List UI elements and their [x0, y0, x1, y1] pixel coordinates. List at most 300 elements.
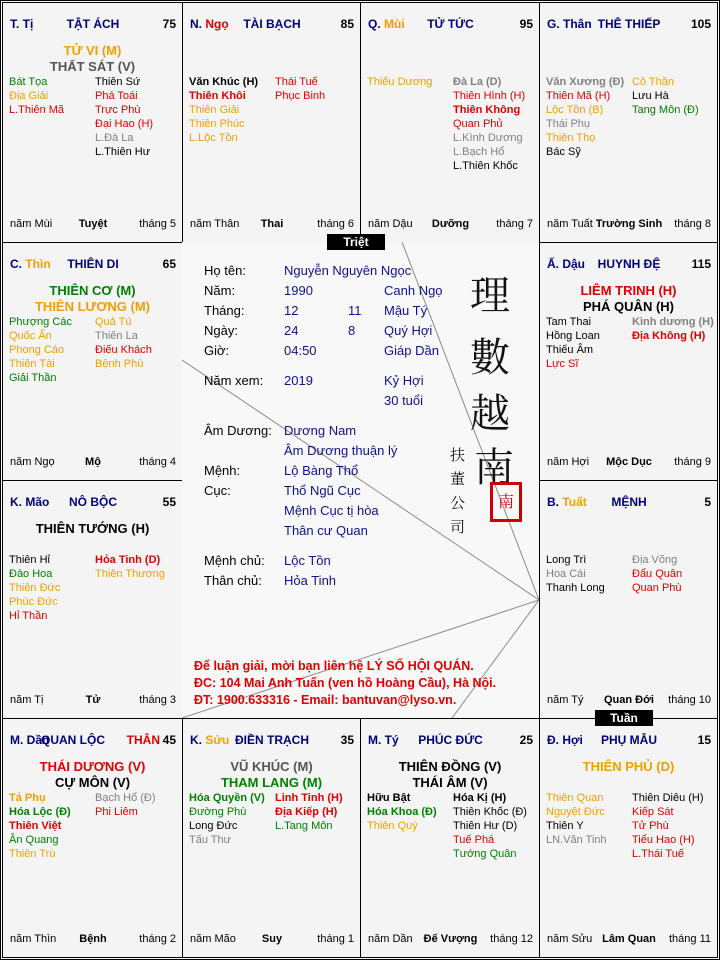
day-label: Ngày: — [204, 323, 238, 338]
palace-life-stage: Thai — [260, 218, 284, 230]
palace-name: PHỤ MẪU — [601, 733, 657, 747]
minor-stars-right — [95, 791, 156, 819]
view-year-can-chi: Kỷ Hợi — [384, 373, 424, 388]
minor-star: Thiên Sứ — [95, 76, 141, 88]
minor-star: Tử Phù — [632, 820, 669, 832]
palace-footer — [10, 456, 176, 470]
palace-footer — [10, 933, 176, 947]
than-position: Thân cư Quan — [284, 523, 368, 538]
minor-stars-left — [189, 791, 265, 847]
palace-footer — [368, 218, 533, 232]
palace-header — [10, 257, 176, 273]
palace-life-stage: Tử — [85, 694, 101, 706]
day-can-chi: Quý Hợi — [384, 323, 433, 338]
main-stars — [3, 521, 182, 537]
main-star: THIÊN LƯƠNG (M) — [34, 299, 151, 314]
palace-branch-prefix: K. Mão — [10, 495, 50, 509]
minor-star: Địa Kiếp (H) — [275, 806, 338, 818]
than-chu-value: Hỏa Tinh — [284, 573, 337, 588]
palace-branch-prefix: G. Thân — [547, 17, 592, 31]
minor-star: L.Thái Tuế — [632, 848, 684, 860]
palace-age-number: 55 — [162, 495, 176, 509]
minor-star: Ân Quang — [9, 834, 59, 846]
palace-month: tháng 7 — [496, 218, 533, 230]
contact-phone-email: ĐT: 1900.633316 - Email: bantuvan@lyso.vn. — [194, 693, 457, 707]
palace-name: MỆNH — [611, 495, 647, 509]
calligraphy-small-2: 董 — [450, 470, 466, 488]
minor-star: Thiên Thương — [95, 568, 166, 580]
am-duong-label: Âm Dương: — [204, 423, 272, 438]
minor-stars-left — [367, 75, 432, 89]
minor-star: Thiếu Âm — [546, 344, 594, 356]
palace-branch-prefix: M. Tý — [368, 733, 399, 747]
minor-star: Tang Môn (Đ) — [632, 104, 699, 116]
palace-header — [368, 733, 533, 749]
year-can-chi: Canh Ngọ — [384, 283, 443, 298]
palace-footer — [10, 694, 176, 708]
minor-star: Thiên Đức — [9, 582, 61, 594]
minor-stars-left — [9, 75, 64, 117]
palace-life-stage: Suy — [261, 933, 283, 945]
cuc-value: Thổ Ngũ Cục — [284, 483, 361, 498]
minor-star: Cô Thần — [632, 76, 674, 88]
main-stars — [540, 759, 717, 775]
minor-star: Bát Tọa — [9, 76, 48, 88]
minor-stars-right — [632, 315, 714, 343]
minor-star: Văn Khúc (H) — [189, 76, 259, 88]
minor-star: Hồng Loan — [546, 330, 600, 342]
minor-star: Thiên Phúc — [189, 118, 245, 130]
palace-footer — [547, 218, 711, 232]
palace-suu — [182, 718, 361, 958]
minor-stars-right — [453, 791, 527, 861]
minor-star: Trực Phù — [95, 104, 141, 116]
minor-star: Đường Phù — [189, 806, 247, 818]
calligraphy-char-3: 越 — [470, 391, 510, 437]
minor-stars-right — [275, 75, 325, 103]
palace-hoi — [539, 718, 718, 958]
main-stars — [361, 759, 539, 791]
day-lunar: 8 — [348, 323, 356, 338]
palace-life-stage: Mộc Dục — [606, 456, 652, 468]
minor-star: Lộc Tồn (B) — [546, 104, 604, 116]
minor-star: Quốc Ấn — [9, 330, 52, 342]
main-star: LIÊM TRINH (H) — [580, 283, 677, 298]
minor-star: Thiên Diêu (H) — [632, 792, 704, 804]
minor-star: Phi Liêm — [95, 806, 138, 818]
palace-dau — [539, 242, 718, 481]
month-lunar: 11 — [348, 303, 362, 318]
palace-month: tháng 5 — [139, 218, 176, 230]
minor-star: Bạch Hổ (Đ) — [95, 792, 156, 804]
palace-age-number: 15 — [697, 733, 711, 747]
palace-life-stage: Trường Sinh — [595, 218, 663, 230]
minor-stars-right — [95, 553, 165, 581]
main-star: THẤT SÁT (V) — [49, 59, 136, 74]
palace-age-number: 85 — [340, 17, 354, 31]
hour-label: Giờ: — [204, 343, 230, 358]
view-year-label: Năm xem: — [204, 373, 264, 388]
palace-branch-prefix: M. Dần — [10, 733, 50, 747]
minor-stars-left — [546, 75, 624, 159]
palace-branch-prefix: Ấ. Dậu — [547, 257, 586, 271]
minor-star: Hỏa Tinh (D) — [95, 554, 161, 566]
minor-star: Thiên Quan — [546, 792, 604, 804]
minor-star: L.Đà La — [95, 132, 134, 144]
main-star: THIÊN PHỦ (D) — [582, 759, 675, 774]
hour-can-chi: Giáp Dần — [384, 343, 439, 358]
main-star: PHÁ QUÂN (H) — [583, 299, 674, 314]
palace-month: tháng 11 — [668, 933, 711, 945]
palace-footer — [547, 694, 711, 708]
minor-star: Hóa Quyền (V) — [189, 792, 265, 804]
minor-star: L.Thiên Khốc — [453, 160, 518, 172]
palace-year: năm Tuất — [547, 218, 593, 230]
minor-star: Địa Võng — [632, 554, 678, 566]
minor-star: Thiên Hư (D) — [453, 820, 518, 832]
palace-age-number: 25 — [519, 733, 533, 747]
minor-star: Thiên Trù — [9, 848, 56, 860]
view-year-value: 2019 — [284, 373, 313, 388]
minor-star: Lưu Hà — [632, 90, 669, 102]
palace-year: năm Tý — [547, 694, 584, 706]
palace-life-stage: Dưỡng — [431, 218, 470, 230]
minor-stars-right — [95, 75, 153, 159]
palace-age-number: 95 — [519, 17, 533, 31]
minor-star: L.Tang Môn — [275, 820, 333, 832]
palace-year: năm Mão — [190, 933, 236, 945]
palace-header — [547, 257, 711, 273]
main-star: THIÊN TƯỚNG (H) — [35, 521, 150, 536]
minor-stars-left — [189, 75, 258, 145]
minor-star: Tả Phụ — [9, 792, 46, 804]
minor-star: Địa Không (H) — [632, 330, 706, 342]
minor-stars-left — [9, 553, 60, 623]
palace-ti — [2, 2, 183, 243]
year-label: Năm: — [204, 283, 236, 298]
minor-star: Tuế Phá — [453, 834, 495, 846]
calligraphy-small-3: 公 — [450, 494, 466, 512]
palace-name: NÔ BỘC — [69, 495, 117, 509]
palace-life-stage: Quan Đới — [604, 694, 654, 706]
palace-name: HUYNH ĐỆ — [597, 257, 661, 271]
minor-star: Thiên Khốc (Đ) — [453, 806, 527, 818]
palace-year: năm Dần — [368, 933, 413, 945]
palace-age-number: 115 — [691, 257, 711, 271]
tuan-badge: Tuần — [595, 710, 653, 726]
palace-life-stage: Đế Vượng — [423, 933, 478, 945]
palace-year: năm Thìn — [10, 933, 57, 945]
palace-branch-prefix: N. — [190, 17, 206, 31]
minor-stars-left — [546, 791, 607, 847]
palace-month: tháng 6 — [317, 218, 354, 230]
cuc-relation: Mệnh Cục tị hòa — [284, 503, 379, 518]
palace-branch-name: Mùi — [384, 17, 405, 31]
palace-year: năm Tị — [10, 694, 44, 706]
minor-star: Thiên Hình (H) — [453, 90, 526, 102]
than-chu-label: Thân chủ: — [204, 573, 262, 588]
menh-chu-value: Lộc Tồn — [284, 553, 331, 568]
palace-month: tháng 12 — [490, 933, 533, 945]
day-value: 24 — [284, 323, 299, 338]
minor-star: Đại Hao (H) — [95, 118, 154, 130]
minor-star: Đẩu Quân — [632, 568, 683, 580]
main-stars — [183, 759, 360, 791]
palace-name: QUAN LỘC — [41, 733, 105, 747]
minor-star: Thiên Mã (H) — [546, 90, 611, 102]
minor-star: Thiên Khôi — [189, 90, 246, 102]
palace-branch-prefix: C. — [10, 257, 26, 271]
palace-name: TẬT ÁCH — [66, 17, 120, 31]
minor-star: Thiên La — [95, 330, 138, 342]
minor-star: Quan Phủ — [453, 118, 503, 130]
contact-line-1: Để luận giải, mời bạn liên hệ LÝ SỐ HỘI QUÁN. — [194, 659, 474, 673]
minor-star: Long Đức — [189, 820, 238, 832]
main-stars — [540, 283, 717, 315]
palace-header — [547, 733, 711, 749]
minor-star: Thiên Thọ — [546, 132, 596, 144]
minor-star: Thái Phụ — [546, 118, 591, 130]
main-star: TỬ VI (M) — [63, 43, 122, 58]
palace-year: năm Mùi — [10, 218, 53, 230]
main-star: THIÊN CƠ (M) — [49, 283, 136, 298]
minor-star: Văn Xương (Đ) — [546, 76, 625, 88]
palace-header — [547, 495, 711, 511]
palace-footer — [190, 933, 354, 947]
triet-badge: Triệt — [327, 234, 385, 250]
palace-name: THIÊN DI — [67, 257, 119, 271]
calligraphy-char-2: 數 — [470, 335, 510, 381]
palace-year: năm Thân — [190, 218, 240, 230]
palace-header — [10, 17, 176, 33]
minor-star: Tướng Quân — [453, 848, 517, 860]
main-stars — [3, 283, 182, 315]
palace-name: TÀI BẠCH — [243, 17, 301, 31]
palace-branch-prefix: Đ. Hợi — [547, 733, 583, 747]
minor-star: L.Bạch Hổ — [453, 146, 505, 158]
palace-branch-name: Ngọ — [205, 17, 229, 31]
minor-star: L.Thiên Hư — [95, 146, 151, 158]
main-stars — [3, 759, 182, 791]
palace-life-stage: Tuyệt — [78, 218, 108, 230]
contact-address: ĐC: 104 Mai Anh Tuấn (ven hồ Hoàng Cầu), Hà Nội. — [194, 676, 497, 690]
calligraphy-char-4: 南 — [474, 445, 514, 491]
palace-footer — [547, 456, 711, 470]
main-star: VŨ KHÚC (M) — [230, 759, 313, 774]
minor-star: Đào Hoa — [9, 568, 53, 580]
minor-star: L.Lộc Tồn — [189, 132, 238, 144]
minor-stars-left — [367, 791, 437, 833]
palace-name: ĐIỀN TRẠCH — [235, 733, 309, 747]
palace-name: THÊ THIẾP — [597, 17, 661, 31]
calligraphy-small-1: 扶 — [450, 446, 466, 464]
palace-month: tháng 8 — [674, 218, 711, 230]
main-star: THÁI DƯƠNG (V) — [39, 759, 146, 774]
palace-mao — [2, 480, 183, 719]
name-label: Họ tên: — [204, 263, 246, 278]
palace-age-number: 105 — [690, 17, 711, 31]
minor-star: Thiên Việt — [9, 820, 62, 832]
minor-star: L.Kình Dương — [453, 132, 523, 144]
palace-month: tháng 1 — [317, 933, 354, 945]
minor-star: Thái Tuế — [275, 76, 318, 88]
month-label: Tháng: — [204, 303, 245, 318]
palace-branch-name: Sửu — [205, 733, 230, 747]
am-duong-note: Âm Dương thuận lý — [284, 443, 398, 458]
palace-month: tháng 10 — [668, 694, 711, 706]
minor-star: Phượng Các — [9, 316, 72, 328]
palace-footer — [10, 218, 176, 232]
palace-age-number: 75 — [162, 17, 176, 31]
palace-header — [547, 17, 711, 33]
palace-age-number: 45 — [162, 733, 176, 747]
minor-stars-left — [9, 315, 72, 385]
minor-star: Đà La (D) — [453, 76, 502, 88]
menh-label: Mệnh: — [204, 463, 241, 478]
minor-stars-left — [546, 553, 605, 595]
minor-stars-right — [275, 791, 343, 833]
palace-branch-name: Thìn — [25, 257, 51, 271]
minor-star: Thiếu Dương — [367, 76, 433, 88]
palace-branch-name: Tuất — [562, 495, 587, 509]
palace-age-number: 35 — [340, 733, 354, 747]
minor-star: Thiên Quý — [367, 820, 418, 832]
minor-star: Hữu Bật — [367, 792, 411, 804]
minor-star: Quả Tú — [95, 316, 132, 328]
minor-star: Thiên Y — [546, 820, 584, 832]
palace-name: PHÚC ĐỨC — [418, 733, 483, 747]
month-can-chi: Mậu Tý — [384, 303, 428, 318]
palace-life-stage: Bệnh — [79, 933, 107, 945]
minor-stars-right — [453, 75, 525, 173]
palace-header — [368, 17, 533, 33]
palace-branch-prefix: Q. — [368, 17, 385, 31]
minor-star: Phong Cáo — [9, 344, 65, 356]
minor-star: Long Trì — [546, 554, 587, 566]
palace-footer — [547, 933, 711, 947]
minor-star: Thiên Tài — [9, 358, 55, 370]
palace-month: tháng 3 — [139, 694, 176, 706]
minor-star: Phá Toái — [95, 90, 138, 102]
minor-star: LN.Văn Tinh — [546, 834, 607, 846]
palace-header — [190, 733, 354, 749]
minor-star: Linh Tinh (H) — [275, 792, 343, 804]
minor-star: Bệnh Phù — [95, 358, 144, 370]
minor-star: Kiếp Sát — [632, 806, 674, 818]
main-star: THIÊN ĐỒNG (V) — [398, 759, 502, 774]
palace-header — [10, 495, 176, 511]
palace-header — [10, 733, 176, 749]
menh-value: Lộ Bàng Thổ — [284, 463, 359, 478]
calligraphy-small-4: 司 — [450, 518, 466, 536]
hour-value: 04:50 — [284, 343, 317, 358]
minor-star: Thanh Long — [546, 582, 605, 594]
palace-footer — [368, 933, 533, 947]
palace-year: năm Ngọ — [10, 456, 55, 468]
palace-year: năm Dậu — [368, 218, 413, 230]
palace-year: năm Hợi — [547, 456, 590, 468]
minor-star: Lực Sĩ — [546, 358, 579, 370]
minor-star: L.Thiên Mã — [9, 104, 65, 116]
age-value: 30 tuổi — [384, 393, 424, 408]
palace-life-stage: Mộ — [85, 456, 101, 468]
am-duong-value: Dương Nam — [284, 423, 357, 438]
minor-star: Hỉ Thần — [9, 610, 48, 622]
palace-dan — [2, 718, 183, 958]
main-stars — [3, 43, 182, 75]
palace-tuat — [539, 480, 718, 719]
main-star: THAM LANG (M) — [220, 775, 323, 790]
palace-branch-prefix: T. Tị — [10, 17, 34, 31]
than-marker: THÂN — [126, 733, 160, 747]
minor-star: Điếu Khách — [95, 344, 152, 356]
minor-stars-right — [632, 553, 682, 595]
palace-age-number: 65 — [162, 257, 176, 271]
minor-star: Thiên Hỉ — [9, 554, 50, 566]
minor-star: Bác Sỹ — [546, 146, 581, 158]
palace-ty — [360, 718, 540, 958]
minor-stars-right — [632, 75, 699, 117]
minor-star: Phúc Đức — [9, 596, 58, 608]
palace-thin — [2, 242, 183, 481]
palace-name: TỬ TỨC — [427, 17, 474, 31]
palace-than — [539, 2, 718, 243]
red-seal: 南 — [490, 482, 522, 522]
palace-branch-prefix: B. — [547, 495, 563, 509]
palace-ngo — [182, 2, 361, 243]
calligraphy-char-1: 理 — [470, 273, 510, 319]
palace-month: tháng 2 — [139, 933, 176, 945]
minor-star: Quan Phù — [632, 582, 682, 594]
minor-star: Tấu Thư — [189, 834, 232, 846]
minor-star: Giải Thần — [9, 372, 57, 384]
minor-star: Hoa Cái — [546, 568, 586, 580]
minor-star: Hóa Kị (H) — [453, 792, 507, 804]
center-info-panel — [182, 242, 539, 718]
minor-star: Hóa Lộc (Đ) — [9, 806, 71, 818]
minor-star: Phục Binh — [275, 90, 326, 102]
minor-star: Thiên Không — [453, 104, 521, 116]
main-star: CỰ MÔN (V) — [54, 775, 131, 790]
minor-star: Kình dương (H) — [632, 316, 714, 328]
month-value: 12 — [284, 303, 299, 318]
palace-age-number: 5 — [704, 495, 711, 509]
year-value: 1990 — [284, 283, 313, 298]
name-value: Nguyễn Nguyên Ngọc — [284, 263, 412, 278]
minor-star: Hóa Khoa (Đ) — [367, 806, 437, 818]
minor-star: Tam Thai — [546, 316, 592, 328]
minor-star: Thiên Giải — [189, 104, 240, 116]
cuc-label: Cục: — [204, 483, 231, 498]
minor-stars-right — [95, 315, 152, 371]
minor-star: Tiểu Hao (H) — [632, 834, 695, 846]
minor-star: Nguyệt Đức — [546, 806, 605, 818]
palace-life-stage: Lâm Quan — [602, 933, 656, 945]
palace-mui — [360, 2, 540, 243]
minor-stars-left — [546, 315, 600, 371]
palace-month: tháng 9 — [674, 456, 711, 468]
minor-stars-left — [9, 791, 71, 861]
palace-header — [190, 17, 354, 33]
minor-stars-right — [632, 791, 704, 861]
menh-chu-label: Mệnh chủ: — [204, 553, 265, 568]
palace-year: năm Sửu — [547, 933, 593, 945]
palace-footer — [190, 218, 354, 232]
palace-month: tháng 4 — [139, 456, 176, 468]
main-star: THÁI ÂM (V) — [412, 775, 488, 790]
palace-branch-prefix: K. — [190, 733, 206, 747]
minor-star: Địa Giải — [9, 90, 49, 102]
